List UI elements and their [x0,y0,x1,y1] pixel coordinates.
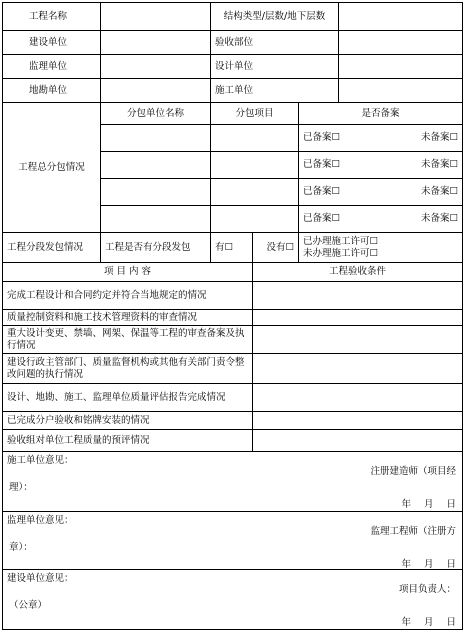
item-content: 质量控制资料和施工技术管理资料的审查情况 [3,310,253,326]
filed-checkbox[interactable]: 已备案☐ [303,132,341,143]
construction-opinion-seal: （公章） [9,600,48,611]
design-unit-label: 设计单位 [211,55,339,79]
permit-yes-checkbox[interactable]: 已办理施工许可☐ [303,235,379,247]
acceptance-dept-label: 验收部位 [211,31,339,55]
project-name-value[interactable] [101,3,211,31]
supervision-opinion-signer: 监理工程师（注册方 [370,526,457,537]
row-contracting [3,233,463,263]
item-condition-cell[interactable] [253,412,463,430]
construction-opinion-signer: 项目负责人： [399,584,457,595]
subcontract-col-name: 分包单位名称 [101,103,211,125]
subcontract-name-cell[interactable] [101,152,211,179]
supervision-opinion-seal: 章）： [9,542,33,553]
row-builder-opinion [3,452,463,512]
subcontract-name-cell[interactable] [101,179,211,206]
contracting-label: 工程分段发包情况 [3,233,101,263]
subcontract-item-cell[interactable] [211,125,299,152]
design-unit-value[interactable] [339,55,463,79]
subcontract-item-cell[interactable] [211,206,299,233]
item-content: 建设行政主管部门、质量监督机构或其他有关部门责令整改问题的执行情况 [3,354,253,384]
row-supervision-opinion [3,512,463,570]
item-row [3,310,463,326]
builder-opinion-signer: 注册建造师（项目经 [370,466,457,477]
item-row [3,282,463,310]
items-col-conditions: 工程验收条件 [253,263,463,282]
construction-opinion-cell[interactable] [3,570,463,630]
item-row [3,326,463,354]
subcontract-item-cell[interactable] [211,179,299,206]
item-content: 已完成分户验收和铭牌安装的情况 [3,412,253,430]
row-supervision-unit [3,55,463,79]
item-row [3,430,463,452]
construction-opinion-label: 建设单位意见： [7,573,74,584]
item-content: 验收组对单位工程质量的预评情况 [3,430,253,452]
unfiled-checkbox[interactable]: 未备案☐ [420,159,459,170]
row-survey-unit [3,79,463,103]
construction-unit-value[interactable] [101,31,211,55]
supervision-opinion-date: 年 月 日 [401,559,457,570]
construction-opinion-date: 年 月 日 [401,617,457,628]
acceptance-dept-value[interactable] [339,31,463,55]
structure-label: 结构类型/层数/地下层数 [211,3,339,31]
item-condition-cell[interactable] [253,310,463,326]
builder-opinion-cell[interactable] [3,452,463,512]
builder-unit-value[interactable] [339,79,463,103]
item-content: 设计、地勘、施工、监理单位质量评估报告完成情况 [3,384,253,412]
item-row [3,354,463,384]
subcontract-name-cell[interactable] [101,125,211,152]
row-project-name [3,3,463,31]
unfiled-checkbox[interactable]: 未备案☐ [420,132,459,143]
subcontract-section-label: 工程总分包情况 [3,103,101,233]
supervision-unit-label: 监理单位 [3,55,101,79]
survey-unit-value[interactable] [101,79,211,103]
items-col-content: 项 目 内 容 [3,263,253,282]
item-content: 完成工程设计和合同约定并符合当地规定的情况 [3,282,253,310]
item-condition-cell[interactable] [253,354,463,384]
item-condition-cell[interactable] [253,326,463,354]
item-condition-cell[interactable] [253,430,463,452]
builder-opinion-date: 年 月 日 [401,499,457,510]
item-row [3,384,463,412]
item-content: 重大设计变更、禁墙、网架、保温等工程的审查备案及执行情况 [3,326,253,354]
unfiled-checkbox[interactable]: 未备案☐ [420,186,459,197]
unfiled-checkbox[interactable]: 未备案☐ [420,213,459,224]
item-condition-cell[interactable] [253,384,463,412]
supervision-opinion-label: 监理单位意见： [7,515,74,526]
contracting-question: 工程是否有分段发包 [101,233,211,263]
row-subcontract-header [3,103,463,125]
builder-opinion-seal: 理）： [9,482,33,493]
row-items-header [3,263,463,282]
row-construction-unit [3,31,463,55]
supervision-opinion-cell[interactable] [3,512,463,570]
item-row [3,412,463,430]
subcontract-col-filed: 是否备案 [299,103,463,125]
structure-value[interactable] [339,3,463,31]
supervision-unit-value[interactable] [101,55,211,79]
row-construction-opinion [3,570,463,630]
filed-checkbox[interactable]: 已备案☐ [303,213,341,224]
construction-unit-label: 建设单位 [3,31,101,55]
acceptance-form-table [2,2,463,630]
contracting-yes-checkbox[interactable]: 有☐ [211,233,253,263]
survey-unit-label: 地勘单位 [3,79,101,103]
subcontract-name-cell[interactable] [101,206,211,233]
contracting-no-checkbox[interactable]: 没有☐ [253,233,299,263]
builder-opinion-label: 施工单位意见： [7,455,74,466]
subcontract-item-cell[interactable] [211,152,299,179]
filed-checkbox[interactable]: 已备案☐ [303,186,341,197]
permit-no-checkbox[interactable]: 未办理施工许可☐ [303,247,379,259]
filed-checkbox[interactable]: 已备案☐ [303,159,341,170]
subcontract-col-item: 分包项目 [211,103,299,125]
builder-unit-label: 施工单位 [211,79,339,103]
project-name-label: 工程名称 [3,3,101,31]
item-condition-cell[interactable] [253,282,463,310]
